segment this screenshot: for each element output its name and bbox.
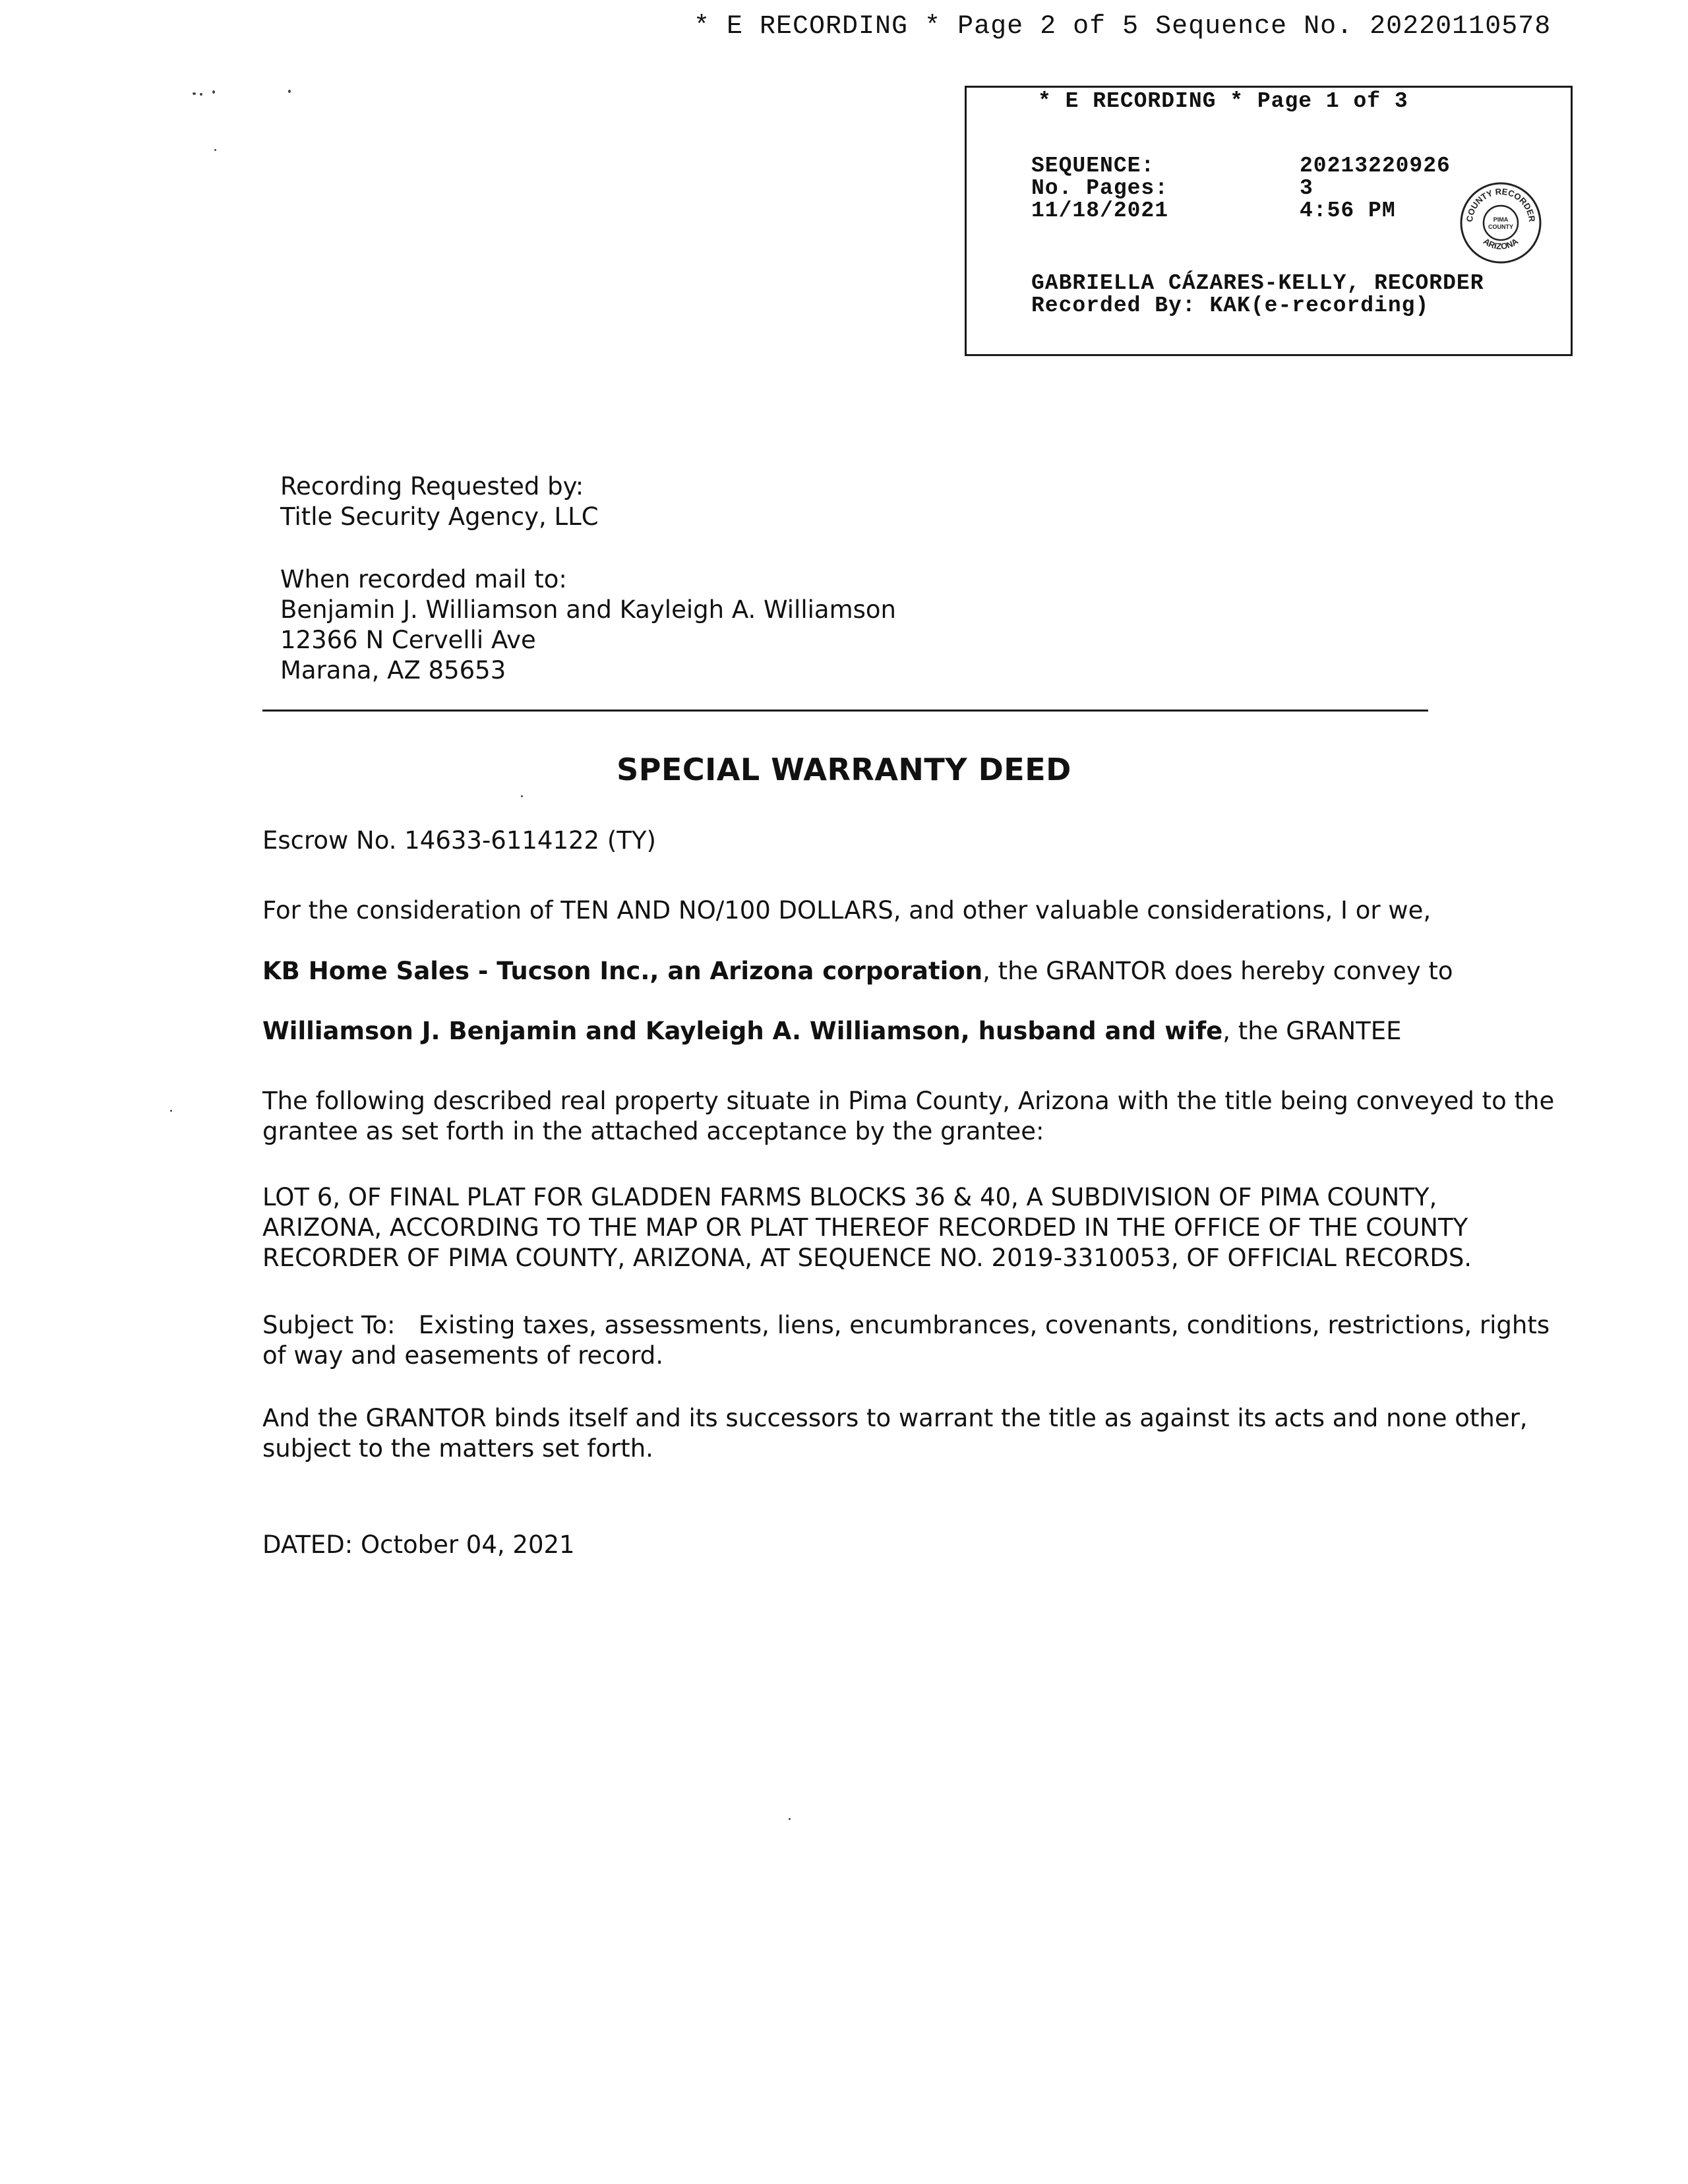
scan-speck [288, 90, 291, 93]
subject-line-1: Subject To: Existing taxes, assessments, liens, encumbrances, covenants, conditions, restrictions, rights [262, 1311, 1550, 1339]
mail-to-block [280, 564, 896, 686]
seal-bottom-text: ARIZONA [1481, 236, 1521, 252]
warranty-clause [262, 1403, 1528, 1464]
scan-speck [193, 92, 196, 95]
county-seal-icon [1458, 180, 1544, 266]
subject-to-clause [262, 1310, 1550, 1371]
grantor-name: KB Home Sales - Tucson Inc., an Arizona corporation [262, 957, 983, 985]
grantee-name: Williamson J. Benjamin and Kayleigh A. Williamson, husband and wife [262, 1017, 1223, 1045]
mail-to-names: Benjamin J. Williamson and Kayleigh A. Williamson [280, 595, 896, 624]
grantor-clause [262, 956, 1453, 986]
header-divider [262, 710, 1428, 712]
subject-line-2: of way and easements of record. [262, 1341, 664, 1370]
warrant-line-2: subject to the matters set forth. [262, 1434, 653, 1463]
stamp-title: * E RECORDING * Page 1 of 3 [1038, 89, 1408, 113]
scan-speck [212, 90, 215, 94]
recording-stamp [965, 86, 1573, 356]
dated-line: DATED: October 04, 2021 [262, 1531, 575, 1559]
warrant-line-1: And the GRANTOR binds itself and its successors to warrant the title as against its acts and none other, [262, 1404, 1528, 1432]
property-line-2: grantee as set forth in the attached acceptance by the grantee: [262, 1117, 1044, 1145]
scan-speck [789, 1818, 791, 1820]
recording-requested-block [280, 471, 599, 532]
scan-speck [214, 149, 216, 151]
stamp-recorded-by: Recorded By: KAK(e-recording) [1031, 293, 1430, 318]
e-recording-header: * E RECORDING * Page 2 of 5 Sequence No. 20220110578 [694, 12, 1552, 42]
stamp-time: 4:56 PM [1300, 198, 1396, 223]
legal-line-1: LOT 6, OF FINAL PLAT FOR GLADDEN FARMS BLOCKS 36 & 40, A SUBDIVISION OF PIMA COUNTY, [262, 1183, 1437, 1211]
grantor-suffix: , the GRANTOR does hereby convey to [982, 957, 1453, 985]
seal-center-text-1: PIMA [1493, 216, 1509, 223]
stamp-sequence-value: 20213220926 [1300, 154, 1451, 178]
grantee-clause [262, 1016, 1402, 1046]
legal-line-2: ARIZONA, ACCORDING TO THE MAP OR PLAT THEREOF RECORDED IN THE OFFICE OF THE COUNTY [262, 1213, 1468, 1242]
stamp-sequence-label: SEQUENCE: [1031, 154, 1155, 178]
scan-speck [170, 1110, 172, 1112]
svg-text:ARIZONA [1482, 236, 1521, 251]
property-description [262, 1086, 1554, 1147]
scan-speck [200, 93, 202, 96]
recording-requested-agency: Title Security Agency, LLC [280, 502, 599, 531]
consideration-clause: For the consideration of TEN AND NO/100 DOLLARS, and other valuable considerations, I or we, [262, 896, 1432, 925]
mail-to-city: Marana, AZ 85653 [280, 656, 506, 684]
legal-line-3: RECORDER OF PIMA COUNTY, ARIZONA, AT SEQUENCE NO. 2019-3310053, OF OFFICIAL RECORDS. [262, 1244, 1472, 1272]
stamp-recorder: GABRIELLA CÁZARES-KELLY, RECORDER [1031, 271, 1484, 295]
escrow-number: Escrow No. 14633-6114122 (TY) [262, 826, 656, 855]
stamp-pages-label: No. Pages: [1031, 176, 1169, 200]
mail-to-label: When recorded mail to: [280, 565, 567, 593]
property-line-1: The following described real property situate in Pima County, Arizona with the title being conveyed to the [262, 1087, 1555, 1115]
mail-to-street: 12366 N Cervelli Ave [280, 626, 536, 654]
legal-description [262, 1182, 1472, 1273]
grantee-suffix: , the GRANTEE [1222, 1017, 1402, 1045]
deed-title: SPECIAL WARRANTY DEED [617, 752, 1071, 787]
stamp-pages-value: 3 [1300, 176, 1313, 200]
recording-requested-label: Recording Requested by: [280, 472, 584, 501]
scan-speck [521, 795, 523, 797]
seal-center-text-2: COUNTY [1488, 224, 1513, 230]
stamp-date: 11/18/2021 [1031, 198, 1169, 223]
seal-top-text: COUNTY RECORDER [1464, 186, 1538, 223]
